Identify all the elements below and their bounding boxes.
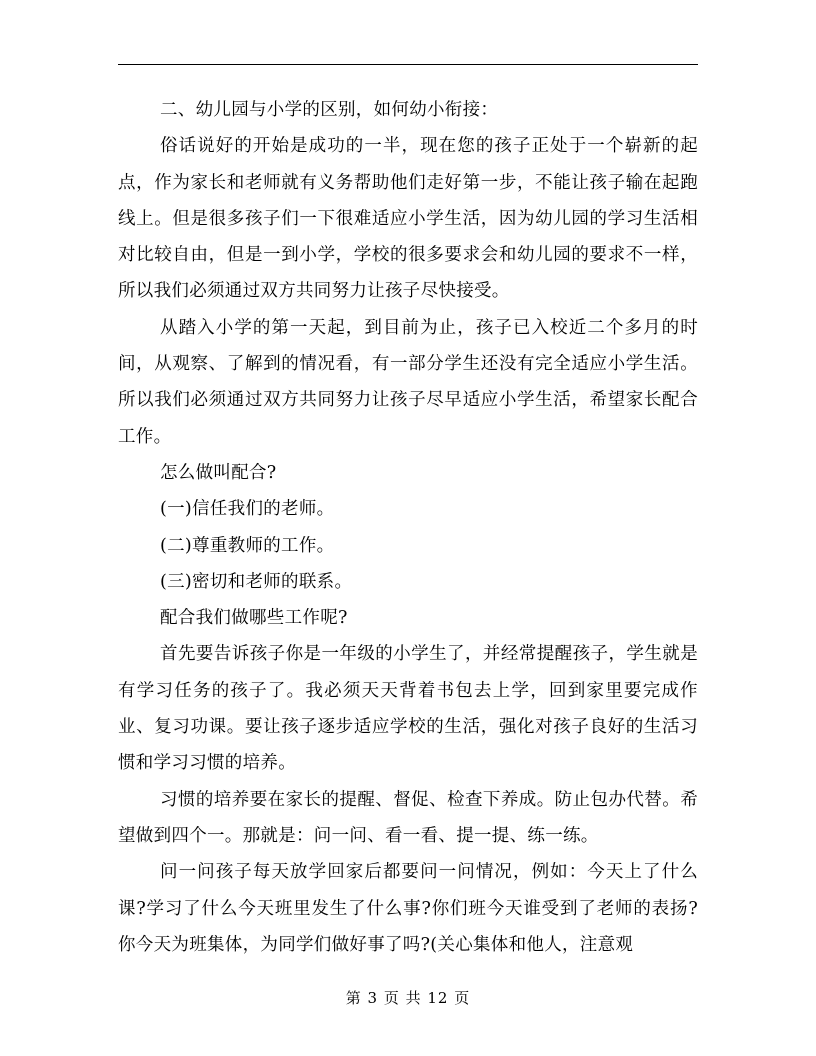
page-number-footer: 第 3 页 共 12 页 bbox=[345, 989, 471, 1007]
body-paragraph: 俗话说好的开始是成功的一半，现在您的孩子正处于一个崭新的起点，作为家长和老师就有义务帮助他们走好第一步，不能让孩子输在起跑线上。但是很多孩子们一下很难适应小学生活，因为幼儿园的学习生活相对比较自由，但是一到小学，学校的很多要求会和幼儿园的要求不一样，所以我们必须通过双方共同努力让孩子尽快接受。 bbox=[118, 136, 698, 302]
section-heading: 二、幼儿园与小学的区别，如何幼小衔接： bbox=[160, 100, 499, 120]
header-rule bbox=[118, 64, 698, 65]
question-line: 配合我们做哪些工作呢? bbox=[160, 608, 348, 629]
body-paragraph: 首先要告诉孩子你是一年级的小学生了，并经常提醒孩子，学生就是有学习任务的孩子了。我必须天天背着书包去上学，回到家里要完成作业、复习功课。要让孩子逐步适应学校的生活，强化对孩子良好的生活习惯和学习习惯的培养。 bbox=[118, 644, 698, 774]
body-paragraph: 问一问孩子每天放学回家后都要问一问情况，例如：今天上了什么课?学习了什么今天班里发生了什么事?你们班今天谁受到了老师的表扬?你今天为班集体，为同学们做好事了吗?(关心集体和他人，注意观 bbox=[118, 862, 698, 955]
list-item: (二)尊重教师的工作。 bbox=[160, 535, 335, 556]
document-body bbox=[118, 92, 698, 963]
body-paragraph: 习惯的培养要在家长的提醒、督促、检查下养成。防止包办代替。希望做到四个一。那就是：问一问、看一看、提一提、练一练。 bbox=[118, 789, 698, 846]
question-line: 怎么做叫配合? bbox=[160, 462, 277, 483]
body-paragraph: 从踏入小学的第一天起，到目前为止，孩子已入校近二个多月的时间，从观察、了解到的情况看，有一部分学生还没有完全适应小学生活。所以我们必须通过双方共同努力让孩子尽早适应小学生活，希望家长配合工作。 bbox=[118, 317, 698, 447]
list-item: (三)密切和老师的联系。 bbox=[160, 571, 353, 592]
list-item: (一)信任我们的老师。 bbox=[160, 499, 335, 520]
